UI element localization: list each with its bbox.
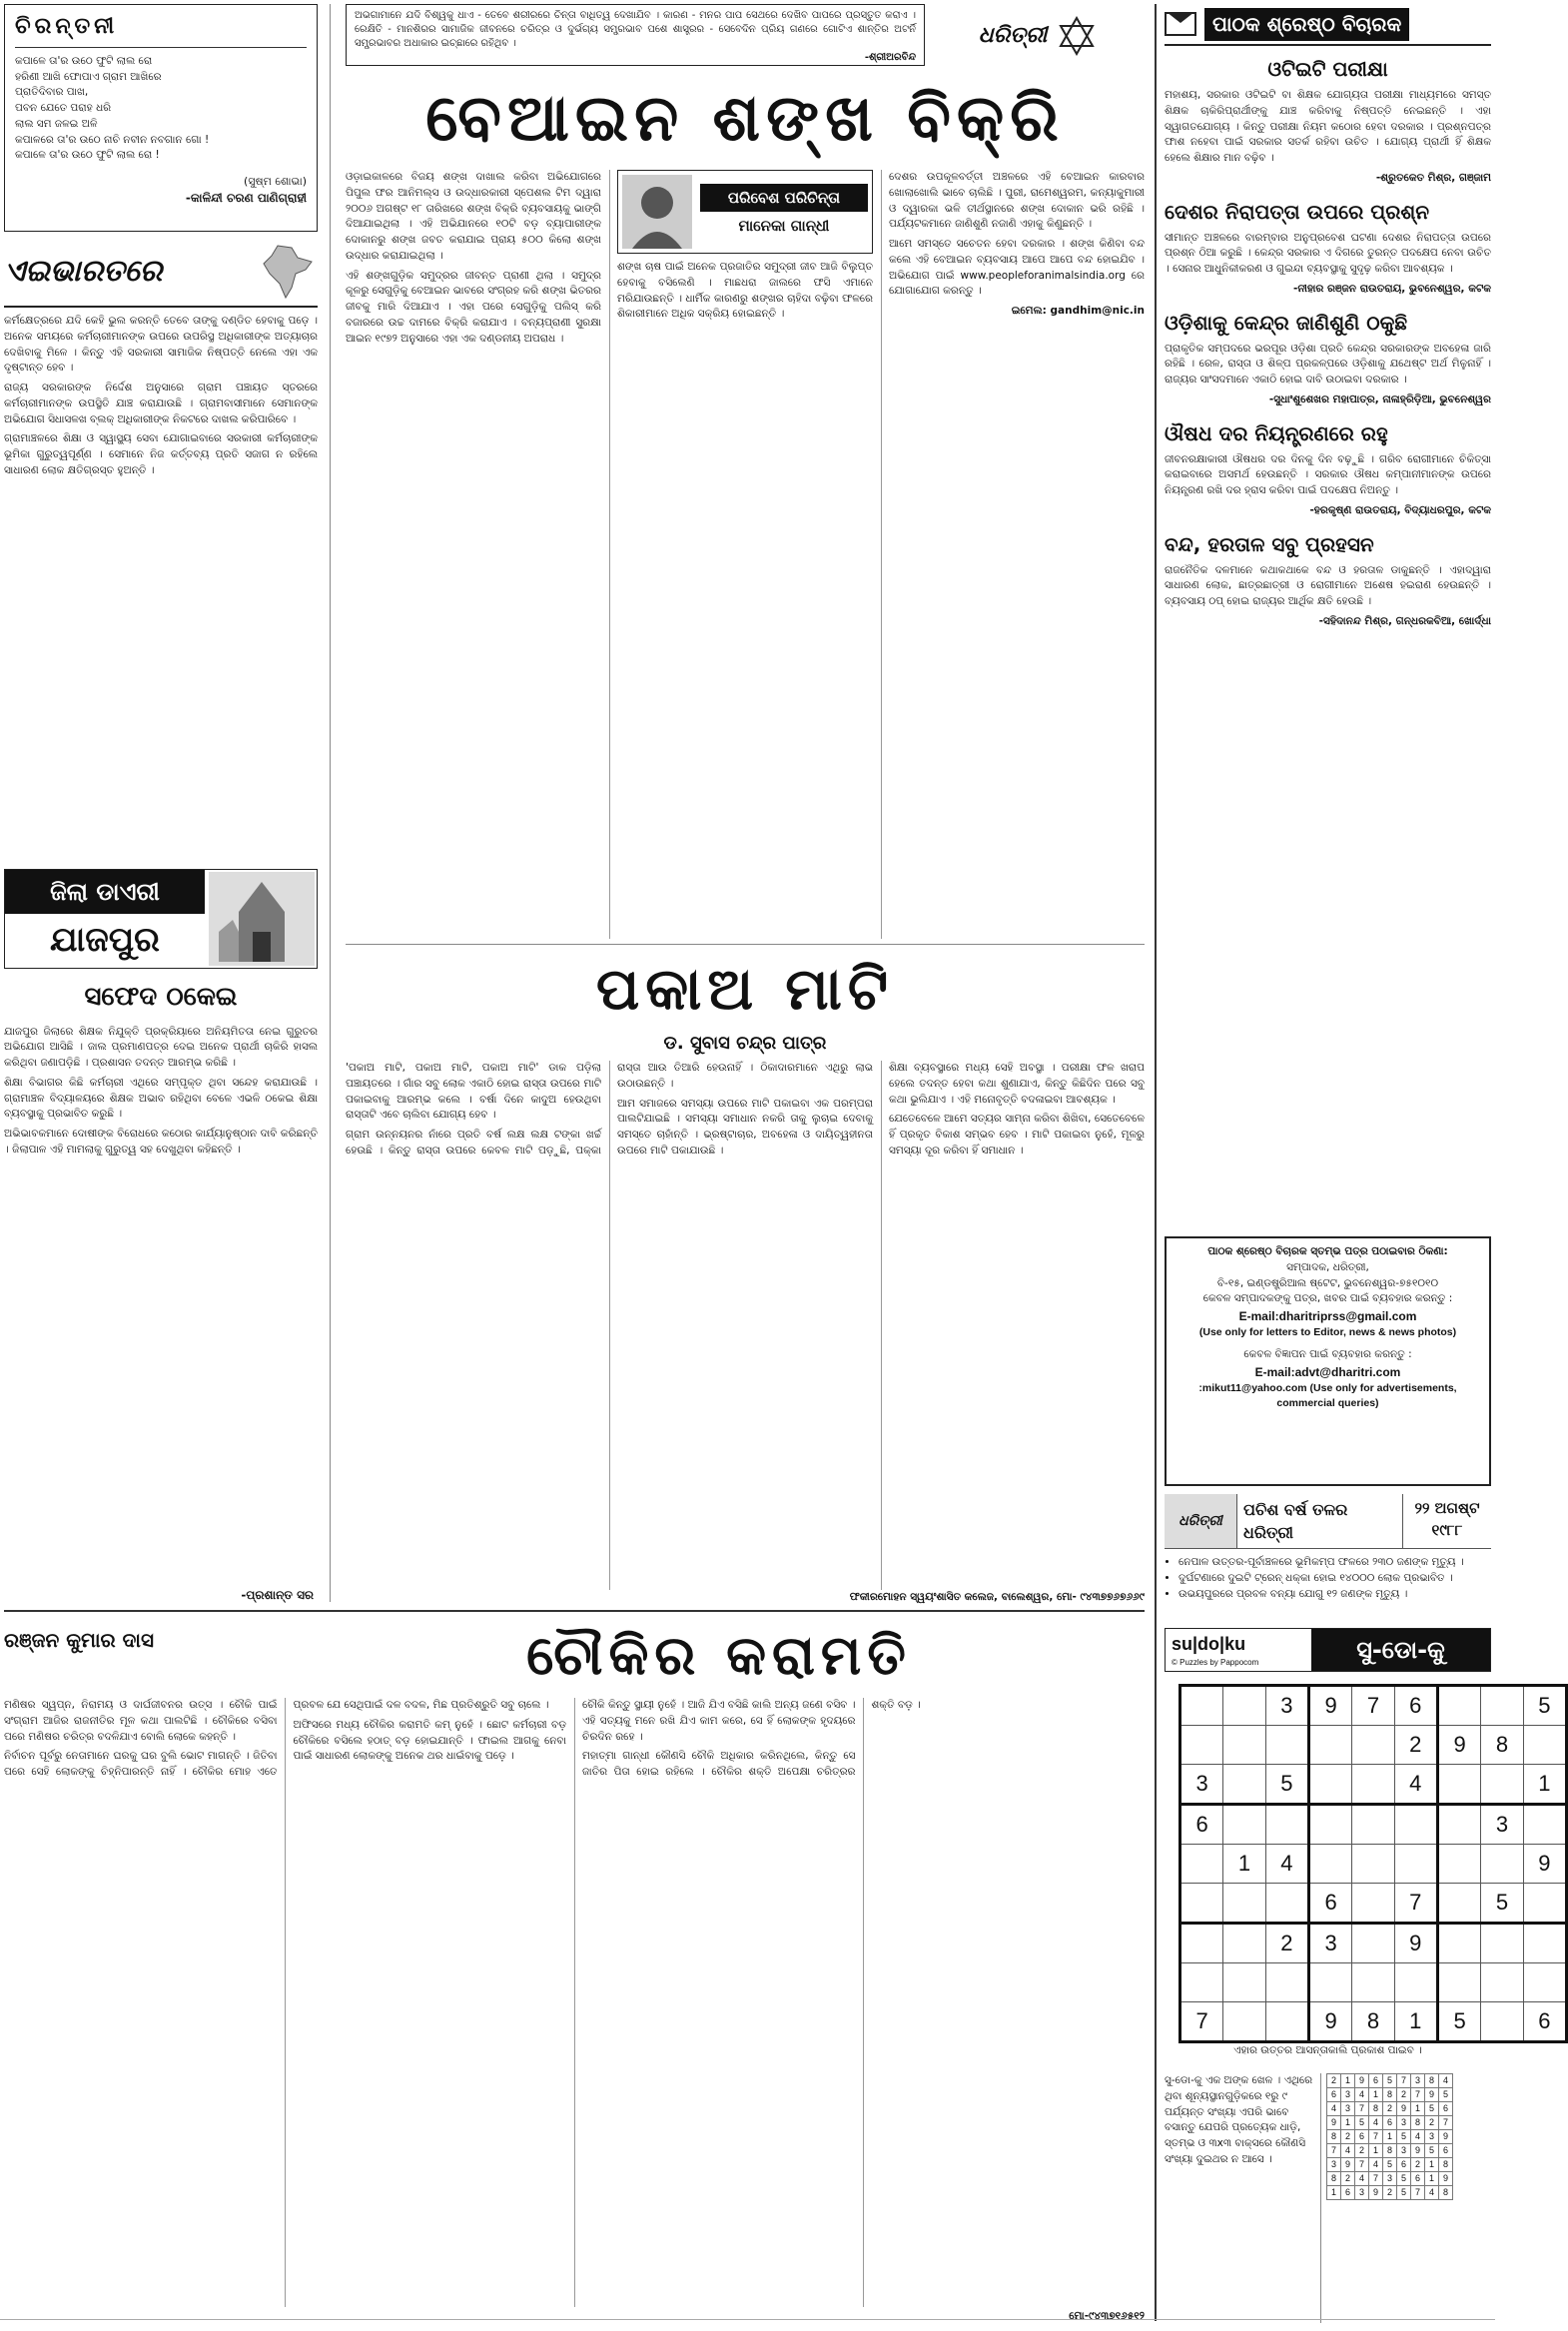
poem-line: କପାଳେ ତା'ର ଉଠେ ଫୁଟି ଲାଲ ରୋ ! [15, 149, 160, 162]
sudoku-cell: 3 [1481, 1805, 1523, 1845]
sudoku-solution-cell: 7 [1327, 2144, 1341, 2158]
poem-title: ଚିରନ୍ତନୀ [15, 11, 307, 48]
left-brand [4, 238, 318, 308]
sudoku-cell[interactable] [1352, 1884, 1394, 1924]
history-label: ପଚିଶ ବର୍ଷ ତଳର ଧରିତ୍ରୀ [1236, 1494, 1403, 1548]
poem-author: -କାଳିନ୍ଦୀ ଚରଣ ପାଣିଗ୍ରାହୀ [185, 191, 307, 206]
district-paragraph: ଯାଜପୁର ଜିଲାରେ ଶିକ୍ଷକ ନିଯୁକ୍ତି ପ୍ରକ୍ରିୟାରେ ଅନିୟମିତତା ନେଇ ଗୁରୁତର ଅଭିଯୋଗ ଆସିଛି । ଜାଲ ପ୍ରମାଣପତ୍ର ଦେଇ ଅନେକ ପ୍ରାର୍ଥୀ ଚାକିରି ହାସଲ କରିଥିବା ଜଣାପଡ଼ିଛି । ପ୍ରଶାସନ ତଦନ୍ତ ଆରମ୍ଭ କରିଛି । [4, 1025, 318, 1070]
sudoku-solution-cell: 8 [1383, 2088, 1397, 2102]
sudoku-solution-cell: 8 [1439, 2186, 1453, 2200]
sudoku-solution-cell: 2 [1425, 2116, 1439, 2130]
article1-paragraph: ଶଙ୍ଖ ଚାଷ ପାଇଁ ଅନେକ ପ୍ରଜାତିର ସମୁଦ୍ରୀ ଜୀବ ଆଜି ବିଲୁପ୍ତ ହେବାକୁ ବସିଲେଣି । ମାଛଧରା ଜାଲରେ ଫସି ଏମାନେ ମରିଯାଉଛନ୍ତି । ଧାର୍ମିକ କାରଣରୁ ଶଙ୍ଖର ଚାହିଦା ବଢ଼ିବା ଫଳରେ ଶିକାରୀମାନେ ଅଧିକ ସକ୍ରିୟ ହୋଇଛନ୍ତି । [617, 261, 873, 321]
sudoku-solution-cell: 3 [1383, 2172, 1397, 2186]
sudoku-solution-cell: 2 [1383, 2186, 1397, 2200]
district-author: -ପ୍ରଶାନ୍ତ ସର [241, 1587, 314, 1602]
history-date: ୨୨ ଅଗଷ୍ଟ ୧୯୮୮ [1414, 1499, 1480, 1539]
sudoku-solution-cell: 7 [1397, 2074, 1411, 2088]
article2-headline: ପକାଅ ମାଟି [595, 955, 895, 1023]
sudoku-cell[interactable] [1308, 1845, 1351, 1884]
column-box-title: ପରିବେଶ ପରିଚିନ୍ତା [700, 184, 868, 213]
contact-email-advt2[interactable]: :mikut11@yahoo.com (Use only for advertisements, commercial queries) [1198, 1381, 1457, 1410]
sudoku-solution-cell: 9 [1411, 2144, 1425, 2158]
sudoku-solution-cell: 1 [1369, 2144, 1383, 2158]
sudoku-cell[interactable] [1394, 1845, 1437, 1884]
india-map-icon [258, 244, 318, 300]
sudoku-solution-cell: 8 [1439, 2158, 1453, 2172]
quote-text: ଅଭଗାମାନେ ଯଦି ବିଶ୍ୱକୁ ଧାଏ - ତେବେ ଶରୀରରେ ଚିନ୍ତା ବାଧିତ୍ୱ ଦେଖାଯିବ । କାରଣ - ମନର ପାପ ସେଥରେ ଦେଖିବ ପାପରେ ପ୍ରସ୍ତୁତ କରାଏ । ରେକ୍ଷିତି - ମାନଶିରର ସାମାଜିକ ଜୀବନରେ ଚରିତ୍ର ଓ ଦୁର୍ଭଗ୍ୟ ସମ୍ପ୍ରଭାବ ପଶେ ଶାସ୍ତ୍ରର - ସେବେଦିନ ପ୍ରିୟ ଗଣରେ ଗୋଟିଏ ଶାନ୍ତିର ଅଟର୍ନି ସମ୍ପ୍ରଭାବର ଅଧାକାର ଇଚ୍ଛାରେ ରହିଥିବ । [355, 10, 916, 49]
sudoku-solution-cell: 3 [1397, 2144, 1411, 2158]
sudoku-solution-cell: 8 [1383, 2144, 1397, 2158]
contact-intro: ପାଠକ ଶ୍ରେଷ୍ଠ ବିଚାରକ ସ୍ତମ୍ଭ ପତ୍ର ପଠାଇବାର ଠିକଣା: [1207, 1245, 1448, 1257]
sudoku-solution-cell: 4 [1369, 2116, 1383, 2130]
sudoku-cell[interactable] [1265, 1805, 1308, 1845]
sudoku-cell[interactable] [1394, 1805, 1437, 1845]
sudoku-solution-cell: 4 [1327, 2102, 1341, 2116]
sudoku-solution-cell: 9 [1341, 2158, 1355, 2172]
sudoku-cell: 5 [1523, 1686, 1566, 1726]
sudoku-cell: 4 [1394, 1765, 1437, 1805]
sudoku-solution-cell: 9 [1425, 2088, 1439, 2102]
letters-list [1165, 50, 1491, 1233]
sudoku-solution-cell: 7 [1411, 2088, 1425, 2102]
sudoku-solution-cell: 1 [1411, 2102, 1425, 2116]
sudoku-solution-cell: 8 [1411, 2116, 1425, 2130]
sudoku-solution-cell: 6 [1439, 2102, 1453, 2116]
sudoku-solution-cell: 4 [1411, 2130, 1425, 2144]
sudoku-cell: 6 [1523, 2002, 1566, 2042]
sudoku-cell[interactable] [1437, 1686, 1480, 1726]
sudoku-cell[interactable] [1223, 1726, 1265, 1765]
contact-email-editor[interactable]: E-mail:dharitriprss@gmail.com [1238, 1309, 1417, 1323]
sudoku-puzzle [1178, 1684, 1568, 2043]
sudoku-brand-sub: © Puzzles by Pappocom [1172, 1658, 1259, 1668]
column-email: ଇମେଲ: gandhim@nic.in [1011, 305, 1145, 317]
sudoku-cell[interactable] [1437, 1884, 1480, 1924]
sudoku-cell[interactable] [1523, 1726, 1566, 1765]
sudoku-cell[interactable] [1394, 1963, 1437, 2002]
article2-paragraph: ଆମ ସମାଜରେ ସମସ୍ୟା ଉପରେ ମାଟି ପକାଇବା ଏକ ପରମ୍ପରା ପାଲଟିଯାଇଛି । ସମସ୍ୟା ସମାଧାନ ନକରି ତାକୁ ଲୁଚାଇ ଦେବାକୁ ସମସ୍ତେ ଚାହାଁନ୍ତି । ଭ୍ରଷ୍ଟାଚାର, ଅବହେଳା ଓ ଦାୟିତ୍ୱହୀନତା ଉପରେ ମାଟି ପକାଯାଉଛି । [617, 1097, 873, 1157]
quote-box [346, 4, 925, 66]
poem-source: (ସୁଷ୍ମ ଶୋଭା) [244, 175, 307, 189]
sudoku-cell[interactable] [1180, 1686, 1223, 1726]
sudoku-solution-cell: 1 [1341, 2116, 1355, 2130]
history-brand: ଧରିତ୍ରୀ [1165, 1494, 1236, 1548]
poem-lines [15, 54, 307, 164]
article3-paragraph: ନିର୍ବାଚନ ପୂର୍ବରୁ ନେତାମାନେ ଘରକୁ ଘର ବୁଲି ଭୋଟ ମାଗନ୍ତି । ଜିତିବା ପରେ ସେହି ଲୋକଙ୍କୁ ଚିହ୍ନିପାରନ୍ତି ନାହିଁ । ଚୌକିର ମୋହ ଏତେ ପ୍ରବଳ ଯେ ସେଥିପାଇଁ ଦଳ ବଦଳ, ମିଛ ପ୍ରତିଶ୍ରୁତି ସବୁ ଚାଲେ । [4, 1699, 549, 1778]
quote-author: -ଶ୍ରୀଅରବିନ୍ଦ [864, 52, 916, 63]
sudoku-cell[interactable] [1352, 1924, 1394, 1963]
sudoku-solution-cell: 6 [1397, 2158, 1411, 2172]
sudoku-cell[interactable] [1223, 1686, 1265, 1726]
sudoku-cell[interactable] [1180, 1845, 1223, 1884]
left-paragraph: ଗ୍ରାମାଞ୍ଚଳରେ ଶିକ୍ଷା ଓ ସ୍ୱାସ୍ଥ୍ୟ ସେବା ଯୋଗାଇବାରେ ସରକାରୀ କର୍ମଚାରୀଙ୍କ ଭୂମିକା ଗୁରୁତ୍ୱପୂର୍ଣ୍ଣ । ସେମାନେ ନିଜ କର୍ତ୍ତବ୍ୟ ପ୍ରତି ସଜାଗ ନ ରହିଲେ ସାଧାରଣ ଲୋକ କ୍ଷତିଗ୍ରସ୍ତ ହୁଅନ୍ତି । [4, 432, 318, 476]
masthead-logo [933, 10, 1143, 62]
sudoku-solution-cell: 1 [1383, 2130, 1397, 2144]
article2-body [346, 1061, 1145, 1590]
sudoku-solution-cell: 1 [1425, 2172, 1439, 2186]
letter-body: ପ୍ରାକୃତିକ ସମ୍ପଦରେ ଭରପୂର ଓଡ଼ିଶା ପ୍ରତି କେନ୍ଦ୍ର ସରକାରଙ୍କ ଅବହେଳା ଜାରି ରହିଛି । ରେଳ, ରାସ୍ତା ଓ ଶିଳ୍ପ ପ୍ରକଳ୍ପରେ ଓଡ଼ିଶାକୁ ଯଥେଷ୍ଟ ଅର୍ଥ ମିଳୁନାହିଁ । ରାଜ୍ୟର ସାଂସଦମାନେ ଏକାଠି ହୋଇ ଦାବି ଉଠାଇବା ଦରକାର । [1165, 342, 1491, 386]
letter-body: ସୀମାନ୍ତ ଅଞ୍ଚଳରେ ବାରମ୍ବାର ଅନୁପ୍ରବେଶ ଘଟଣା ଦେଶର ନିରାପତ୍ତା ଉପରେ ପ୍ରଶ୍ନ ଠିଆ କରୁଛି । କେନ୍ଦ୍ର ସରକାର ଏ ଦିଗରେ ତୁରନ୍ତ ପଦକ୍ଷେପ ନେବା ଉଚିତ । ସେନାର ଆଧୁନିକୀକରଣ ଓ ଗୁଇନ୍ଦା ବ୍ୟବସ୍ଥାକୁ ସୁଦୃଢ଼ କରିବା ଆବଶ୍ୟକ । [1165, 231, 1491, 275]
sudoku-solution-cell: 4 [1341, 2144, 1355, 2158]
history-item: • ଦୁର୍ଘଟଣାରେ ଦୁଇଟି ଟ୍ରେନ୍ ଧକ୍କା ହୋଇ ୧୪୦୦୦ ଲୋକ ପ୍ରଭାବିତ । [1178, 1571, 1491, 1587]
sudoku-solution-cell: 7 [1369, 2130, 1383, 2144]
district-paragraph: ଅଭିଭାବକମାନେ ଦୋଷୀଙ୍କ ବିରୋଧରେ କଠୋର କାର୍ଯ୍ୟାନୁଷ୍ଠାନ ଦାବି କରିଛନ୍ତି । ଜିଲାପାଳ ଏହି ମାମଲାକୁ ଗୁରୁତ୍ୱ ସହ ଦେଖୁଥିବା କହିଛନ୍ତି । [4, 1128, 318, 1156]
sudoku-cell[interactable] [1481, 1924, 1523, 1963]
sudoku-solution-cell: 2 [1411, 2158, 1425, 2172]
sudoku-rules: ସୁ-ଡୋ-କୁ ଏକ ଅଙ୍କ ଖେଳ । ଏଥିରେ ଥିବା ଶୂନ୍ୟସ୍ଥାନଗୁଡ଼ିକରେ ୧ରୁ ୯ ପର୍ଯ୍ୟନ୍ତ ସଂଖ୍ୟା ଏପରି ଭାବେ ବସାନ୍ତୁ ଯେପରି ପ୍ରତ୍ୟେକ ଧାଡ଼ି, ସ୍ତମ୍ଭ ଓ ୩x୩ ବାକ୍ସରେ କୌଣସି ସଂଖ୍ୟା ଦୁଇଥର ନ ଆସେ । [1165, 2073, 1321, 2323]
article2-paragraph: ଶିକ୍ଷା ବ୍ୟବସ୍ଥାରେ ମଧ୍ୟ ସେହି ଅବସ୍ଥା । ପରୀକ୍ଷା ଫଳ ଖରାପ ହେଲେ ତଦନ୍ତ ହେବା କଥା ଶୁଣାଯାଏ, କିନ୍ତୁ କିଛିଦିନ ପରେ ସବୁ କଥା ଭୁଲିଯାଏ । ଏହି ମନୋବୃତ୍ତି ବଦଳାଇବା ଆବଶ୍ୟକ । [889, 1062, 1145, 1106]
sudoku-solution-cell: 9 [1439, 2172, 1453, 2186]
article1-paragraph: ଆମେ ସମସ୍ତେ ସଚେତନ ହେବା ଦରକାର । ଶଙ୍ଖ କିଣିବା ବନ୍ଦ କଲେ ଏହି ବେଆଇନ ବ୍ୟବସାୟ ଆପେ ଆପେ ବନ୍ଦ ହୋଇଯିବ । ଅଭିଯୋଗ ପାଇଁ www.peopleforanimalsindia.org ରେ ଯୋଗାଯୋଗ କରନ୍ତୁ । [889, 238, 1145, 298]
letter-author: -ସହିଦାନନ୍ଦ ମିଶ୍ର, ଗନ୍ଧରକବିଆ, ଖୋର୍ଦ୍ଧା [1318, 614, 1491, 627]
sudoku-cell: 8 [1481, 1726, 1523, 1765]
district-diary-banner [4, 869, 318, 969]
sudoku-cell[interactable] [1437, 1924, 1480, 1963]
contact-note-editor: (Use only for letters to Editor, news & news photos) [1198, 1326, 1457, 1338]
sudoku-solution-cell: 2 [1383, 2102, 1397, 2116]
sudoku-solution-cell: 6 [1439, 2144, 1453, 2158]
sudoku-cell: 2 [1265, 1924, 1308, 1963]
letters-header [1165, 4, 1491, 46]
sudoku-solution-cell: 8 [1327, 2172, 1341, 2186]
sudoku-solution-cell: 7 [1439, 2116, 1453, 2130]
sudoku-cell[interactable] [1180, 1924, 1223, 1963]
contact-line4: କେବଳ ବିଜ୍ଞାପନ ପାଇଁ ବ୍ୟବହାର କରନ୍ତୁ : [1243, 1347, 1412, 1360]
letter-author: -ଶ୍ରୁତକେତ ମିଶ୍ର, ଗଞ୍ଜାମ [1375, 171, 1491, 184]
sudoku-cell: 5 [1265, 1765, 1308, 1805]
sudoku-cell: 1 [1523, 1765, 1566, 1805]
sudoku-solution-cell: 6 [1411, 2172, 1425, 2186]
sudoku-cell: 1 [1223, 1845, 1265, 1884]
article1-paragraph: ଦେଶର ଉପକୂଳବର୍ତ୍ତୀ ଅଞ୍ଚଳରେ ଏହି ବେଆଇନ କାରବାର ଖୋଲାଖୋଲି ଭାବେ ଚାଲିଛି । ପୁରୀ, ରାମେଶ୍ୱରମ, କନ୍ୟାକୁମାରୀ ଓ ଦ୍ୱାରକା ଭଳି ତୀର୍ଥସ୍ଥାନରେ ଶଙ୍ଖ ଦୋକାନ ଭରି ରହିଛି । ପର୍ଯ୍ୟଟକମାନେ ଜାଣିଶୁଣି ନଜାଣି ଏହାକୁ କିଣୁଛନ୍ତି । [889, 171, 1145, 231]
left-column-text [4, 314, 318, 479]
author-photo [622, 175, 692, 249]
sudoku-title: ସୁ-ଡୋ-କୁ [1311, 1629, 1490, 1671]
sudoku-cell: 1 [1394, 2002, 1437, 2042]
sudoku-cell[interactable] [1265, 1963, 1308, 2002]
sudoku-cell: 2 [1394, 1726, 1437, 1765]
history-list [1165, 1555, 1491, 1602]
sudoku-cell: 9 [1394, 1924, 1437, 1963]
sudoku-solution-cell: 5 [1425, 2144, 1439, 2158]
sudoku-solution-cell: 4 [1355, 2172, 1369, 2186]
sudoku-solution-cell: 6 [1327, 2088, 1341, 2102]
sudoku-cell: 4 [1265, 1845, 1308, 1884]
district-label: ଜିଲା ଡାଏରୀ [5, 870, 205, 914]
sudoku-solution-cell: 9 [1327, 2116, 1341, 2130]
sudoku-cell: 5 [1437, 2002, 1480, 2042]
sudoku-solution-cell: 9 [1397, 2102, 1411, 2116]
sudoku-cell[interactable] [1352, 1963, 1394, 2002]
sudoku-solution-cell: 2 [1341, 2130, 1355, 2144]
sudoku-solution-cell: 5 [1397, 2172, 1411, 2186]
sudoku-solution-cell: 1 [1341, 2074, 1355, 2088]
history-box [1165, 1494, 1491, 1624]
sudoku-cell: 3 [1265, 1686, 1308, 1726]
sudoku-solution-cell: 6 [1355, 2130, 1369, 2144]
poem-box [4, 4, 318, 232]
sudoku-solution-cell: 7 [1355, 2158, 1369, 2172]
sudoku-cell: 7 [1394, 1884, 1437, 1924]
sudoku-brand: su|do|ku [1172, 1634, 1246, 1655]
sudoku-cell: 6 [1308, 1884, 1351, 1924]
article3-footer: ମୋ-୯୪୩୭୧୬୫୧୨ [1069, 2310, 1145, 2322]
sudoku-solution-cell: 3 [1425, 2130, 1439, 2144]
contact-line1: ସମ୍ପାଦକ, ଧରିତ୍ରୀ, [1286, 1260, 1369, 1273]
sudoku-cell[interactable] [1352, 1726, 1394, 1765]
logo-text: ଧରିତ୍ରୀ [978, 23, 1048, 49]
sudoku-solution-cell: 2 [1355, 2144, 1369, 2158]
star-emblem-icon [1057, 16, 1097, 56]
article1-body [346, 170, 1145, 939]
history-item: • ନେପାଳ ଉତ୍ତର-ପୂର୍ବାଞ୍ଚଳରେ ଭୂମିକମ୍ପ ଫଳରେ ୨୩୦ ଜଣଙ୍କ ମୃତ୍ୟୁ । [1178, 1555, 1491, 1571]
letter-body: ଜୀବନରକ୍ଷାକାରୀ ଔଷଧର ଦର ଦିନକୁ ଦିନ ବଢ଼ୁଛି । ଗରିବ ରୋଗୀମାନେ ଚିକିତ୍ସା କରାଇବାରେ ଅସମର୍ଥ ହେଉଛନ୍ତି । ସରକାର ଔଷଧ କମ୍ପାନୀମାନଙ୍କ ଉପରେ ନିୟନ୍ତ୍ରଣ ରଖି ଦର ହ୍ରାସ କରିବା ପାଇଁ ପଦକ୍ଷେପ ନିଅନ୍ତୁ । [1165, 452, 1491, 496]
letter-body: ମହାଶୟ, ସରକାର ଓଟିଇଟି ବା ଶିକ୍ଷକ ଯୋଗ୍ୟତା ପରୀକ୍ଷା ମାଧ୍ୟମରେ ସମସ୍ତ ଶିକ୍ଷକ ଚାକିରିପ୍ରାର୍ଥୀଙ୍କୁ ଯାଞ୍ଚ କରିବାକୁ ନିଷ୍ପତ୍ତି ନେଇଛନ୍ତି । ଏହା ସ୍ୱାଗତଯୋଗ୍ୟ । କିନ୍ତୁ ପରୀକ୍ଷା ନିୟମ କଠୋର ହେବା ଦରକାର । ପ୍ରଶ୍ନପତ୍ର ଫାଶ ନହେବା ପାଇଁ ସରକାର ସତର୍କ ରହିବା ଉଚିତ । ଯୋଗ୍ୟ ପ୍ରାର୍ଥୀ ହିଁ ଶିକ୍ଷକ ହେଲେ ଶିକ୍ଷାର ମାନ ବଢ଼ିବ । [1165, 89, 1491, 164]
letter-title: ଓଡ଼ିଶାକୁ କେନ୍ଦ୍ର ଜାଣିଶୁଣି ଠକୁଛି [1165, 310, 1408, 335]
article3-paragraph: ଅଫିସରେ ମଧ୍ୟ ଚୌକିର କରାମତି କମ୍ ନୁହେଁ । ଛୋଟ କର୍ମଚାରୀ ବଡ଼ ଚୌକିରେ ବସିଲେ ହଠାତ୍ ବଡ଼ ହୋଇଯାନ୍ତି । ଫାଇଲ ଆଗକୁ ନେବା ପାଇଁ ସାଧାରଣ ଲୋକଙ୍କୁ ଅନେକ ଥର ଧାଇଁବାକୁ ପଡ଼େ । [293, 1718, 566, 1763]
district-name: ଯାଜପୁର [50, 920, 160, 960]
sudoku-cell[interactable] [1223, 1963, 1265, 2002]
sudoku-solution-cell: 3 [1397, 2116, 1411, 2130]
sudoku-cell[interactable] [1265, 1726, 1308, 1765]
article2-author: ଡ. ସୁବାସ ଚନ୍ଦ୍ର ପାତ୍ର [663, 1033, 827, 1054]
article3-paragraph: ମହାତ୍ମା ଗାନ୍ଧୀ କୌଣସି ଚୌକି ଅଧିକାର କରିନଥିଲେ, କିନ୍ତୁ ସେ ଜାତିର ପିତା ହୋଇ ରହିଲେ । ଚୌକିର ଶକ୍ତି ଅପେକ୍ଷା ଚରିତ୍ରର ଶକ୍ତି ବଡ଼ । [582, 1699, 921, 1778]
sudoku-cell[interactable] [1223, 2002, 1265, 2042]
sudoku-cell: 8 [1352, 2002, 1394, 2042]
poem-line: କପାଳେ ତା'ର ଉଠେ ଫୁଟି ଲାଲ ରୋ [15, 54, 153, 67]
column-box-author: ମାନେକା ଗାନ୍ଧୀ [738, 217, 830, 235]
sudoku-solution-cell: 3 [1355, 2186, 1369, 2200]
sudoku-cell[interactable] [1180, 1726, 1223, 1765]
sudoku-solution-cell: 4 [1369, 2158, 1383, 2172]
sudoku-cell[interactable] [1481, 1765, 1523, 1805]
article3-paragraph: ଚୌକି କିନ୍ତୁ ସ୍ଥାୟୀ ନୁହେଁ । ଆଜି ଯିଏ ବସିଛି କାଲି ଅନ୍ୟ ଜଣେ ବସିବ । ଏହି ସତ୍ୟକୁ ମନେ ରଖି ଯିଏ କାମ କରେ, ସେ ହିଁ ଲୋକଙ୍କ ହୃଦୟରେ ଚିରଦିନ ରହେ । [582, 1699, 856, 1743]
sudoku-solution-cell: 2 [1327, 2074, 1341, 2088]
poem-line: ପବନ ଯେତେ ପରାହ ଧରି [15, 102, 112, 115]
main-headline: ବେଆଇନ ଶଙ୍ଖ ବିକ୍ରି [425, 82, 1065, 156]
article3-author: ରଞ୍ଜନ କୁମାର ଦାସ [4, 1628, 154, 1652]
poem-line: ହରିଣୀ ଆଖି ଫୋପାଏ ଗ୍ରାମ ଆଖିରେ [15, 70, 162, 83]
left-brand-title: ଏଇଭାରତରେ [4, 254, 163, 290]
article1-paragraph: ଏହି ଶଙ୍ଖଗୁଡ଼ିକ ସମୁଦ୍ରର ଜୀବନ୍ତ ପ୍ରାଣୀ ଥିଲା । ସମୁଦ୍ର କୂଳରୁ ସେଗୁଡ଼ିକୁ ବେଆଇନ ଭାବରେ ସଂଗ୍ରହ କରି ଶଙ୍ଖ ଭିତରର ଜୀବକୁ ମାରି ଦିଆଯାଏ । ଏହା ପରେ ସେଗୁଡ଼ିକୁ ପଲିସ୍ କରି ବଜାରରେ ଉଚ୍ଚ ଦାମରେ ବିକ୍ରି କରାଯାଏ । ବନ୍ୟପ୍ରାଣୀ ସୁରକ୍ଷା ଆଇନ ୧୯୭୨ ଅନୁସାରେ ଏହା ଏକ ଦଣ୍ଡନୀୟ ଅପରାଧ । [346, 269, 601, 345]
district-headline: ସଫେଦ ଠକେଇ [84, 982, 238, 1012]
sudoku-cell[interactable] [1437, 1845, 1480, 1884]
sudoku-cell[interactable] [1265, 2002, 1308, 2042]
sudoku-cell: 6 [1394, 1686, 1437, 1726]
sudoku-solution-cell: 7 [1355, 2102, 1369, 2116]
contact-line3: କେବଳ ସମ୍ପାଦକଙ୍କୁ ପତ୍ର, ଖବର ପାଇଁ ବ୍ୟବହାର କରନ୍ତୁ : [1202, 1292, 1453, 1305]
letter-title: ଦେଶର ନିରାପତ୍ତା ଉପରେ ପ୍ରଶ୍ନ [1165, 199, 1430, 224]
sudoku-solution-cell: 3 [1341, 2088, 1355, 2102]
letter-title: ଓଟିଇଟି ପରୀକ୍ଷା [1267, 57, 1388, 81]
history-item: • ଉଭୟପୁରରେ ପ୍ରବଳ ବନ୍ୟା ଯୋଗୁ ୧୨ ଜଣଙ୍କ ମୃତ୍ୟୁ । [1178, 1587, 1491, 1603]
sudoku-solution-cell: 6 [1341, 2186, 1355, 2200]
sudoku-solution-cell: 4 [1425, 2186, 1439, 2200]
contact-email-advt[interactable]: E-mail:advt@dharitri.com [1254, 1364, 1401, 1379]
sudoku-cell[interactable] [1223, 1924, 1265, 1963]
article3-body [4, 1698, 1145, 2307]
sudoku-solution-cell: 5 [1425, 2102, 1439, 2116]
sudoku-cell[interactable] [1352, 1845, 1394, 1884]
sudoku-answer-note: ଏହାର ଉତ୍ତର ଆସନ୍ତାକାଲି ପ୍ରକାଶ ପାଇବ । [1233, 2044, 1422, 2056]
envelope-icon [1165, 12, 1196, 36]
sudoku-cell[interactable] [1523, 1963, 1566, 2002]
sudoku-solution-cell: 3 [1411, 2074, 1425, 2088]
poem-line: ଲାଲ ସମ ଜଳଇ ଅଳି [15, 117, 98, 130]
letter-author: -ହରକୃଷ୍ଣ ରାଉତରାୟ, ବିଦ୍ୟାଧରପୁର, କଟକ [1309, 503, 1491, 516]
sudoku-solution-cell: 3 [1341, 2102, 1355, 2116]
sudoku-solution-cell: 5 [1397, 2130, 1411, 2144]
sudoku-cell[interactable] [1180, 1884, 1223, 1924]
sudoku-solution-cell: 5 [1355, 2116, 1369, 2130]
sudoku-cell[interactable] [1223, 1765, 1265, 1805]
sudoku-solution-cell: 9 [1355, 2074, 1369, 2088]
sudoku-cell[interactable] [1437, 1765, 1480, 1805]
article1-paragraph: ଓଡ଼ାଇକାଳରେ ବିଜୟ ଶଙ୍ଖ ଦାଖାଲ କରିବା ଅଭିଯୋଗରେ ପିପୁଲ ଫର ଆନିମଲ୍ସ ଓ ଉଦ୍ଧାରକାରୀ ସ୍ପେଶଲ ଟିମ ଦ୍ୱାରା ୨୦୦୬ ଅଗଷ୍ଟ ୧୮ ତାରିଖରେ ଶଙ୍ଖ ବିକ୍ରି ବ୍ୟବସାୟକୁ ଭାଙ୍ଗି ଦିଆଯାଇଥିଲା । ଏହି ଅଭିଯାନରେ ୧୦ଟି ବଡ଼ ବ୍ୟାପାରୀଙ୍କ ଦୋକାନରୁ ଶଙ୍ଖ ଜବତ କରାଯାଇ ପ୍ରାୟ ୫୦୦ କିଲୋ ଶଙ୍ଖ ଉଦ୍ଧାର କରାଯାଇଥିଲା । [346, 171, 601, 262]
sudoku-cell[interactable] [1308, 1805, 1351, 1845]
sudoku-cell[interactable] [1223, 1805, 1265, 1845]
left-paragraph: ରାଜ୍ୟ ସରକାରଙ୍କ ନିର୍ଦ୍ଦେଶ ଅନୁସାରେ ଗ୍ରାମ ପଞ୍ଚାୟତ ସ୍ତରରେ କର୍ମଚାରୀମାନଙ୍କ ଉପସ୍ଥିତି ଯାଞ୍ଚ କରାଯାଉଛି । ଗ୍ରାମବାସୀମାନେ ସେମାନଙ୍କ ଅଭିଯୋଗ ସିଧାସଳଖ ବ୍ଲକ୍ ଅଧିକାରୀଙ୍କ ନିକଟରେ ଦାଖଲ କରିପାରିବେ । [4, 382, 318, 425]
letters-title: ପାଠକ ଶ୍ରେଷ୍ଠ ବିଚାରକ [1204, 8, 1409, 41]
sudoku-solution-cell: 3 [1327, 2158, 1341, 2172]
sudoku-solution-cell: 4 [1355, 2088, 1369, 2102]
sudoku-solution-cell: 2 [1397, 2088, 1411, 2102]
sudoku-cell: 9 [1437, 1726, 1480, 1765]
sudoku-solution-grid [1326, 2073, 1453, 2200]
district-paragraph: ଶିକ୍ଷା ବିଭାଗର କିଛି କର୍ମଚାରୀ ଏଥିରେ ସମ୍ପୃକ୍ତ ଥିବା ସନ୍ଦେହ କରାଯାଉଛି । ଗ୍ରାମାଞ୍ଚଳ ବିଦ୍ୟାଳୟରେ ଶିକ୍ଷକ ଅଭାବ ରହିଥିବା ବେଳେ ଏଭଳି ଠକେଇ ଶିକ୍ଷା ବ୍ୟବସ୍ଥାକୁ ପ୍ରଭାବିତ କରୁଛି । [4, 1076, 318, 1121]
sudoku-cell: 3 [1308, 1924, 1351, 1963]
article2-paragraph: ଗ୍ରାମ ଉନ୍ନୟନର ନାଁରେ ପ୍ରତି ବର୍ଷ ଲକ୍ଷ ଲକ୍ଷ ଟଙ୍କା ଖର୍ଚ୍ଚ ହେଉଛି । କିନ୍ତୁ ରାସ୍ତା ଉପରେ କେବଳ ମାଟି ପଡ଼ୁଛି, ପକ୍କା ରାସ୍ତା ଆଉ ତିଆରି ହେଉନାହିଁ । ଠିକାଦାରମାନେ ଏଥିରୁ ଲାଭ ଉଠାଉଛନ୍ତି । [346, 1062, 873, 1157]
sudoku-cell[interactable] [1308, 1726, 1351, 1765]
sudoku-grid[interactable] [1178, 1684, 1568, 2043]
sudoku-cell[interactable] [1352, 1765, 1394, 1805]
sudoku-cell[interactable] [1265, 1884, 1308, 1924]
sudoku-cell: 6 [1180, 1805, 1223, 1845]
sudoku-cell: 3 [1180, 1765, 1223, 1805]
sudoku-cell[interactable] [1481, 1686, 1523, 1726]
sudoku-solution-cell: 8 [1369, 2102, 1383, 2116]
temple-photo [209, 872, 315, 966]
column-box [617, 170, 873, 254]
letter-title: ଔଷଧ ଦର ନିୟନ୍ତ୍ରଣରେ ରହୁ [1165, 420, 1388, 445]
sudoku-cell: 7 [1180, 2002, 1223, 2042]
letter-title: ବନ୍ଦ, ହରତାଳ ସବୁ ପ୍ରହସନ [1165, 531, 1374, 556]
contact-box [1165, 1236, 1491, 1486]
poem-line: କପାଳରେ ତା'ର ଉଠେ ନାଚି ନବୀନ ନବଗାନ ଗୋ ! [15, 133, 210, 146]
sudoku-cell[interactable] [1223, 1884, 1265, 1924]
contact-line2: ବି-୧୫, ଇଣ୍ଡଷ୍ଟ୍ରିଆଲ ଷ୍ଟେଟ, ଭୁବନେଶ୍ୱର-୭୫୧୦୧୦ [1216, 1276, 1439, 1289]
sudoku-solution-cell: 7 [1369, 2172, 1383, 2186]
sudoku-solution-cell: 4 [1439, 2074, 1453, 2088]
sudoku-solution-cell: 5 [1383, 2158, 1397, 2172]
article2-paragraph: 'ପକାଅ ମାଟି, ପକାଅ ମାଟି, ପକାଅ ମାଟି' ଡାକ ପଡ଼ିଲା ପଞ୍ଚାୟତରେ । ଗାଁର ସବୁ ଲୋକ ଏକାଠି ହୋଇ ରାସ୍ତା ଉପରେ ମାଟି ପକାଇବାକୁ ଆରମ୍ଭ କଲେ । ବର୍ଷା ଦିନେ କାଦୁଅ ହେଉଥିବା ରାସ୍ତାଟି ଏବେ ଚାଲିବା ଯୋଗ୍ୟ ହେବ । [346, 1062, 601, 1122]
sudoku-cell[interactable] [1523, 1924, 1566, 1963]
sudoku-solution-cell: 9 [1369, 2186, 1383, 2200]
sudoku-cell: 9 [1308, 2002, 1351, 2042]
sudoku-solution-cell: 6 [1383, 2116, 1397, 2130]
poem-line: ପ୍ରାତିଦିବାର ପାଖ, [15, 86, 89, 99]
article2-paragraph: ଯେତେବେଳେ ଆମେ ସତ୍ୟର ସାମ୍ନା କରିବା ଶିଖିବା, ସେତେବେଳେ ହିଁ ପ୍ରକୃତ ବିକାଶ ସମ୍ଭବ ହେବ । ମାଟି ପକାଇବା ନୁହେଁ, ମୂଳରୁ ସମସ୍ୟା ଦୂର କରିବା ହିଁ ସମାଧାନ । [889, 1113, 1145, 1157]
article2-footer: ଫକୀରମୋହନ ସ୍ୱୟଂଶାସିତ କଲେଜ, ବାଲେଶ୍ୱର, ମୋ- ୯୪୩୭୭୬୭୬୬୯ [849, 1591, 1145, 1603]
left-column [4, 238, 318, 862]
sudoku-solution-cell: 5 [1439, 2088, 1453, 2102]
sudoku-cell[interactable] [1523, 1805, 1566, 1845]
sudoku-cell[interactable] [1481, 2002, 1523, 2042]
sudoku-solution-cell: 8 [1327, 2130, 1341, 2144]
sudoku-solution-cell: 9 [1439, 2130, 1453, 2144]
sudoku-cell[interactable] [1437, 1805, 1480, 1845]
sudoku-cell[interactable] [1180, 1963, 1223, 2002]
sudoku-cell[interactable] [1481, 1845, 1523, 1884]
sudoku-solution-cell: 1 [1425, 2158, 1439, 2172]
sudoku-cell: 9 [1523, 1845, 1566, 1884]
sudoku-cell: 7 [1352, 1686, 1394, 1726]
sudoku-solution-cell: 8 [1425, 2074, 1439, 2088]
district-article [4, 979, 318, 1608]
article3-headline: ଚୌକିର କରାମତି [526, 1624, 912, 1687]
sudoku-cell: 9 [1308, 1686, 1351, 1726]
sudoku-cell[interactable] [1308, 1963, 1351, 2002]
sudoku-cell[interactable] [1352, 1805, 1394, 1845]
sudoku-solution-cell: 1 [1369, 2088, 1383, 2102]
sudoku-solution-cell: 5 [1397, 2186, 1411, 2200]
letter-author: -ନୀହାର ରଞ୍ଜନ ରାଉତରାୟ, ଭୁବନେଶ୍ୱର, କଟକ [1293, 282, 1491, 295]
article3-paragraph: ମଣିଷର ସ୍ୱପ୍ନ, ନିରାମୟ ଓ ଦାର୍ଘଜୀବନର ଉତ୍ସ । ଚୌକି ପାଇଁ ସଂଗ୍ରାମ ଆଜିର ରାଜନୀତିର ମୂଳ କଥା ପାଲଟିଛି । ଚୌକିରେ ବସିବା ପରେ ମଣିଷର ଚରିତ୍ର ବଦଳିଯାଏ ବୋଲି ଲୋକେ କହନ୍ତି । [4, 1699, 278, 1743]
sudoku-cell[interactable] [1523, 1884, 1566, 1924]
sudoku-solution-cell: 5 [1383, 2074, 1397, 2088]
sudoku-solution-cell: 2 [1341, 2172, 1355, 2186]
sudoku-cell[interactable] [1437, 1963, 1480, 2002]
sudoku-solution-cell: 7 [1411, 2186, 1425, 2200]
sudoku-solution-cell: 6 [1369, 2074, 1383, 2088]
sudoku-cell[interactable] [1481, 1963, 1523, 2002]
sudoku-solution-cell: 1 [1327, 2186, 1341, 2200]
left-paragraph: କର୍ମକ୍ଷେତ୍ରରେ ଯଦି କେହି ଭୁଲ କରନ୍ତି ତେବେ ତାଙ୍କୁ ଦଣ୍ଡିତ ହେବାକୁ ପଡ଼େ । ଅନେକ ସମୟରେ କର୍ମଚାରୀମାନଙ୍କ ଉପରେ ଉପରିସ୍ଥ ଅଧିକାରୀଙ୍କ ଅତ୍ୟାଚାର ଦେଖିବାକୁ ମିଳେ । କିନ୍ତୁ ଏହି ସରକାରୀ ସାମାଜିକ ନିଷ୍ପତ୍ତି ନେଲେ ଏହା ଏକ ଦୃଷ୍ଟାନ୍ତ ହେବ । [4, 315, 318, 375]
sudoku-solution [1326, 2073, 1486, 2213]
district-text [4, 1025, 318, 1159]
letter-author: -ସୁଧାଂଶୁଶେଖର ମହାପାତ୍ର, ନାଳାହ୍ରିଡ଼ିଆ, ଭୁବନେଶ୍ୱର [1268, 392, 1491, 405]
sudoku-cell[interactable] [1308, 1765, 1351, 1805]
sudoku-header [1165, 1628, 1491, 1672]
letter-body: ରାଜନୈତିକ ଦଳମାନେ କଥାକଥାକେ ବନ୍ଦ ଓ ହରତାଳ ଡାକୁଛନ୍ତି । ଏହାଦ୍ୱାରା ସାଧାରଣ ଲୋକ, ଛାତ୍ରଛାତ୍ରୀ ଓ ରୋଗୀମାନେ ଅଶେଷ ହଇରାଣ ହେଉଛନ୍ତି । ବ୍ୟବସାୟ ଠପ୍ ହୋଇ ରାଜ୍ୟର ଆର୍ଥିକ କ୍ଷତି ହେଉଛି । [1165, 563, 1491, 607]
sudoku-cell: 5 [1481, 1884, 1523, 1924]
